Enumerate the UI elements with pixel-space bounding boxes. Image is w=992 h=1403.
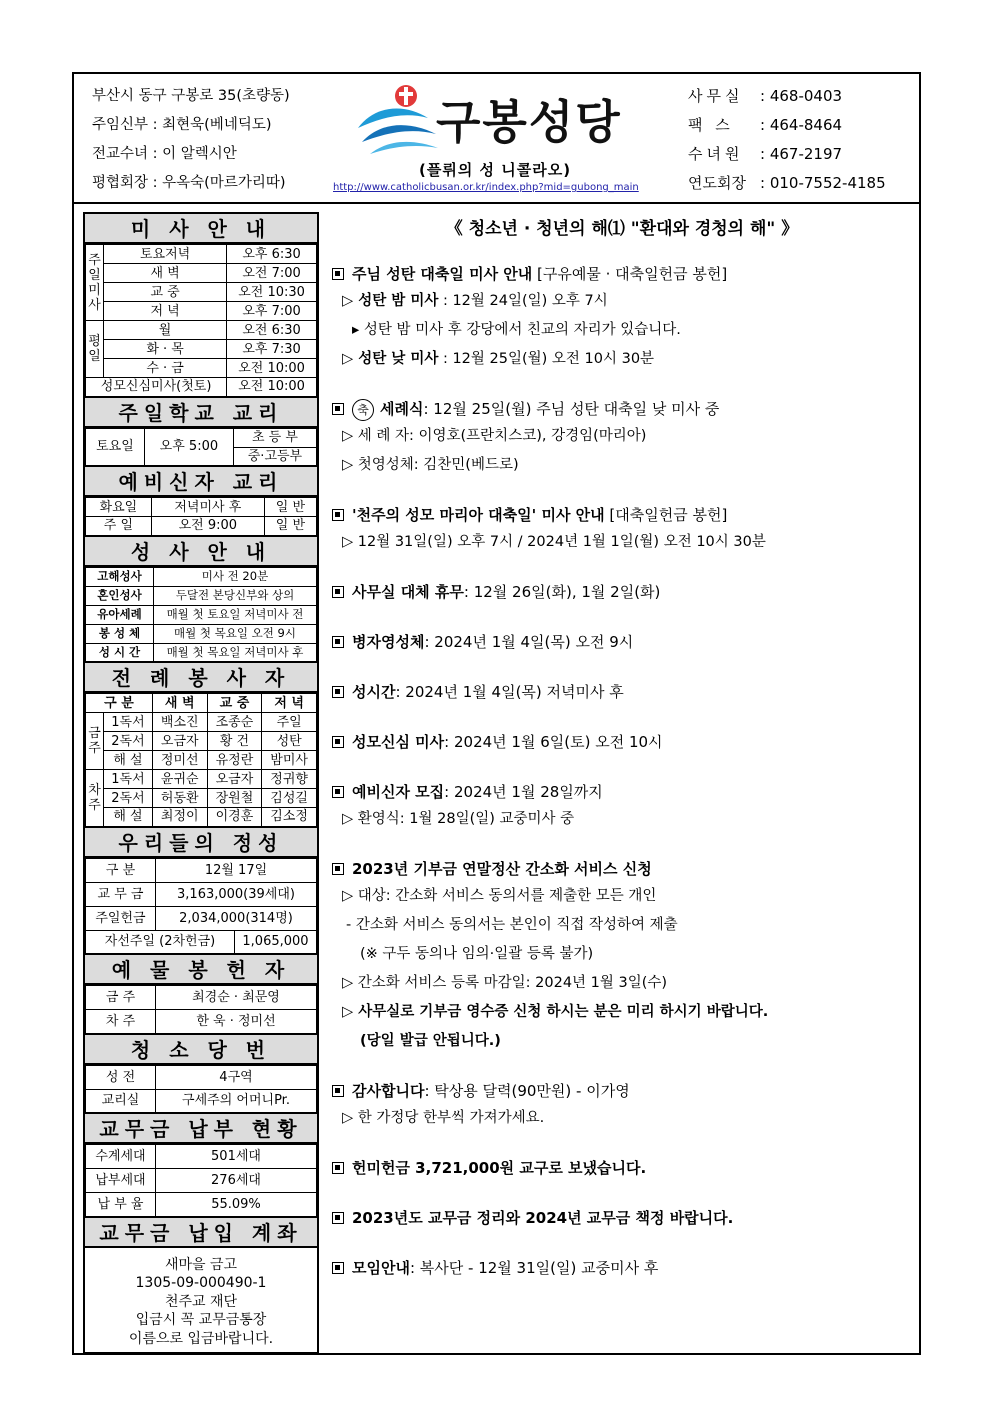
bullet-icon [332, 1162, 344, 1174]
account-info: 새마을 금고 1305-09-000490-1 천주교 재단 입금시 꼭 교무금통장 이름으로 입금바랍니다. [85, 1248, 317, 1355]
council-president: 평협회장 : 우옥숙(마르가리따) [92, 175, 286, 191]
bullet-icon [332, 403, 344, 415]
header [74, 74, 919, 204]
nun: 전교수녀 : 이 알렉시안 [92, 146, 237, 162]
tithe-table: 수계세대 501세대 납부세대 276세대 납 부 율 55.09% [85, 1144, 317, 1218]
account-title: 교무금 납입 계좌 [85, 1218, 317, 1248]
bullet-icon [332, 736, 344, 748]
bullet-icon [332, 268, 344, 280]
liturgy-table: 구 분 새 벽 교 중 저 녁 금주 1독서 백소진 조종순 주일 2독서 오금자 황 건 성탄 해 설 정미선 유정란 밤미사 차주 1독서 윤귀순 오금자 정귀향 2독서 허동환 장원철 김성길 해 설 최정이 이경훈 김소정 [85, 693, 317, 828]
notice-holy-hour: 성시간: 2024년 1월 4일(목) 저녁미사 후 [332, 679, 912, 705]
notice-mary-feast: '천주의 성모 마리아 대축일' 미사 안내 [대축일헌금 봉헌] [332, 502, 912, 528]
bullet-icon [332, 863, 344, 875]
notice-tithe: 2023년도 교무금 정리와 2024년 교무금 책정 바랍니다. [332, 1205, 912, 1231]
pastor: 주임신부 : 최현욱(베네딕도) [92, 117, 272, 133]
sidebar [83, 212, 319, 1354]
notice-rice-offering: 헌미헌금 3,721,000원 교구로 보냈습니다. [332, 1155, 912, 1181]
notice-marian-mass: 성모신심 미사: 2024년 1월 6일(토) 오전 10시 [332, 729, 912, 755]
bullet-icon [332, 686, 344, 698]
liturgy-title: 전 례 봉 사 자 [85, 663, 317, 693]
bullet-icon [332, 1262, 344, 1274]
main-notices: 《 청소년 · 청년의 해⑴ "환대와 경청의 해" 》 주님 성탄 대축일 미사 안내 [구유예물 · 대축일헌금 봉헌] ▷ 성탄 밤 미사 : 12월 24일(일) 오후 7시 ▸ 성탄 밤 미사 후 강당에서 친교의 자리가 있습니다. ▷ 성탄 낮 미사 : 12월 25일(월) 오전 10시 30분 축 세례식: 12월 25일(월) 주님 성탄 대축일 낮 미사 중 ▷ 세 례 자: 이영호(프란치스코), 강경임(마리아) ▷ 첫영성체: 김찬민(베드로) '천주의 성모 마리아 대축일' 미사 안내 [대축일헌금 봉헌] ▷ 12월 31일(일) 오후 7시 / 2024년 1월 1일(월) 오전 10시 30분 사무실 대체 휴무: 12월 26일(화), 1월 2일(화) 병자영성체: 2024년 1월 4일(목) 오전 9시 성시간: 2024년 1월 4일(목) 저녁미사 후 성모신심 미사: 2024년 1월 6일(토) 오전 10시 예비신자 모집: 2024년 1월 28일까지 ▷ 환영식: 1월 28일(일) 교중미사 중 2023년 기부금 연말정산 간소화 서비스 신청 ▷ 대상: 간소화 서비스 동의서를 제출한 모든 개인 - 간소화 서비스 동의서는 본인이 직접 작성하여 제출 (※ 구두 동의나 임의·일괄 등록 불가) ▷ 간소화 서비스 등록 마감일: 2024년 1월 3일(수) ▷ 사무실로 기부금 영수증 신청 하시는 분은 미리 하시기 바랍니다. (당일 발급 안됩니다.) 감사합니다: 탁상용 달력(90만원) - 이가영 ▷ 한 가정당 한부씩 가져가세요. 헌미헌금 3,721,000원 교구로 보냈습니다. 2023년도 교무금 정리와 2024년 교무금 책정 바랍니다. 모임안내: 복사단 - 12월 31일(일) 교중미사 후 [332, 214, 912, 1281]
bullet-icon [332, 786, 344, 798]
cleaning-table: 성 전 4구역 교리실 구세주의 어머니Pr. [85, 1065, 317, 1115]
contact-office: 사무실 : 468-0403 [688, 87, 843, 105]
gift-table: 금 주 최경순 · 최문영 차 주 한 욱 · 정미선 [85, 985, 317, 1035]
bullet-icon [332, 586, 344, 598]
sunday-school-table: 토요일 오후 5:00 초 등 부 중·고등부 [85, 428, 317, 468]
sacrament-title: 성 사 안 내 [85, 537, 317, 567]
patron-saint: (플뤼의 성 니콜라오) [419, 161, 572, 179]
address: 부산시 동구 구봉로 35(초량동) [92, 88, 290, 104]
notice-meeting: 모임안내: 복사단 - 12월 31일(일) 교중미사 후 [332, 1255, 912, 1281]
bullet-icon [332, 1212, 344, 1224]
gift-title: 예 물 봉 헌 자 [85, 955, 317, 985]
notice-donation: 2023년 기부금 연말정산 간소화 서비스 신청 [332, 856, 912, 882]
bullet-icon [332, 636, 344, 648]
catechumen-table: 화요일 저녁미사 후 일 반 주 일 오전 9:00 일 반 [85, 497, 317, 537]
offering-title: 우리들의 정성 [85, 828, 317, 858]
sacrament-table: 고해성사 미사 전 20분 혼인성사 두달전 본당신부와 상의 유아세례 매월 첫 토요일 저녁미사 전 봉 성 체 매월 첫 목요일 오전 9시 성 시 간 매월 첫 목요일 저녁미사 후 [85, 567, 317, 664]
catechumen-title: 예비신자 교리 [85, 467, 317, 497]
mass-table: 주일미사 토요저녁 오후 6:30 새 벽 오전 7:00 교 중 오전 10:30 저 녁 오후 7:00 평일 월 오전 6:30 화 · 목 오후 7:30 수 · 금 오전 10:00 성모신심미사(첫토) 오전 10:00 [85, 244, 317, 398]
contact-requiem: 연도회장 : 010-7552-4185 [688, 174, 886, 192]
notice-sick-communion: 병자영성체: 2024년 1월 4일(목) 오전 9시 [332, 629, 912, 655]
contact-convent: 수녀원 : 467-2197 [688, 145, 843, 163]
bullet-icon [332, 509, 344, 521]
mass-title: 미 사 안 내 [85, 214, 317, 244]
main-title: 《 청소년 · 청년의 해⑴ "환대와 경청의 해" 》 [445, 219, 799, 239]
church-name: 구봉성당 [436, 95, 622, 149]
notice-catechumen: 예비신자 모집: 2024년 1월 28일까지 [332, 779, 912, 805]
notice-baptism: 축 세례식: 12월 25일(월) 주님 성탄 대축일 낮 미사 중 [332, 396, 912, 422]
website-link[interactable]: http://www.catholicbusan.or.kr/index.php?mid=gubong_main [333, 182, 639, 193]
celebration-icon: 축 [352, 399, 374, 421]
bulletin-frame [72, 72, 921, 1355]
tithe-title: 교무금 납부 현황 [85, 1114, 317, 1144]
offering-table: 구 분 12월 17일 교 무 금 3,163,000(39세대) 주일헌금 2,034,000(314명) 자선주일 (2차헌금) 1,065,000 [85, 858, 317, 956]
notice-office-closed: 사무실 대체 휴무: 12월 26일(화), 1월 2일(화) [332, 579, 912, 605]
bullet-icon [332, 1085, 344, 1097]
notice-christmas: 주님 성탄 대축일 미사 안내 [구유예물 · 대축일헌금 봉헌] [332, 261, 912, 287]
sunday-school-title: 주일학교 교리 [85, 398, 317, 428]
cleaning-title: 청 소 당 번 [85, 1035, 317, 1065]
contact-fax: 팩 스 : 464-8464 [688, 116, 843, 134]
notice-thanks: 감사합니다: 탁상용 달력(90만원) - 이가영 [332, 1078, 912, 1104]
